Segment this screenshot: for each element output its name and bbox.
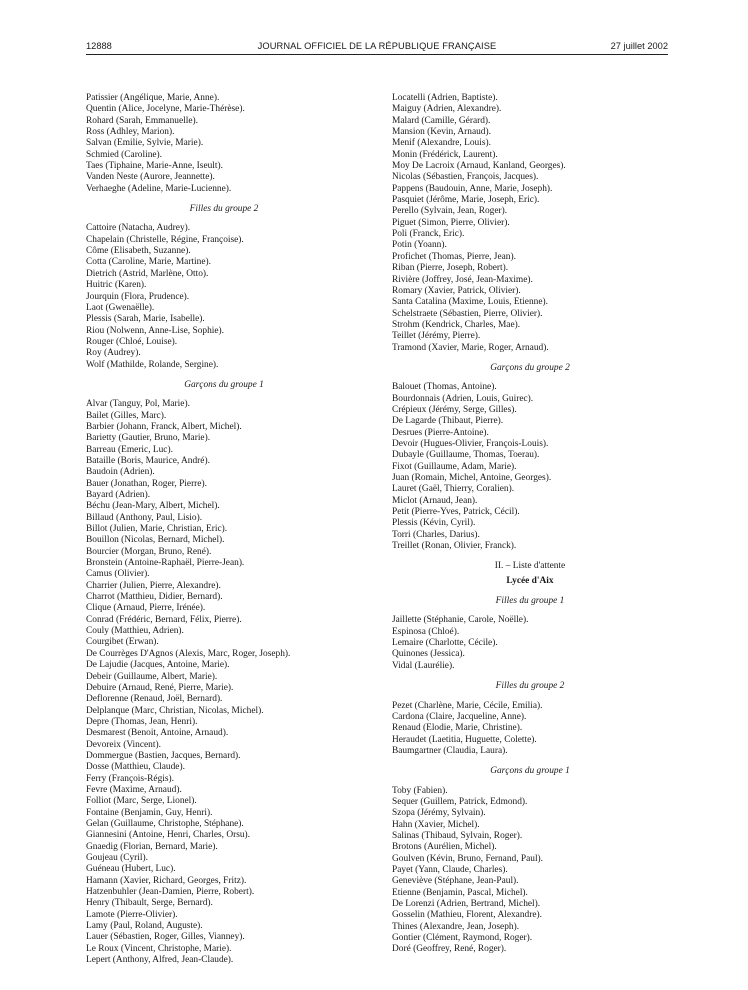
name-entry: Bourcier (Morgan, Bruno, René). bbox=[86, 546, 212, 557]
name-entry: Mansion (Kevin, Arnaud). bbox=[392, 127, 491, 138]
group-heading: Garçons du groupe 2 bbox=[490, 362, 570, 373]
name-entry: Courgibet (Erwan). bbox=[86, 637, 159, 648]
name-entry: Charrot (Matthieu, Didier, Bernard). bbox=[86, 592, 223, 603]
name-entry: Devoreix (Vincent). bbox=[86, 739, 161, 750]
name-entry: Plessis (Kévin, Cyril). bbox=[392, 518, 476, 529]
name-entry: Dosse (Matthieu, Claude). bbox=[86, 762, 185, 773]
name-entry: Torri (Charles, Darius). bbox=[392, 529, 480, 540]
publication-date: 27 juillet 2002 bbox=[610, 41, 668, 51]
name-entry: Doré (Geoffrey, René, Roger). bbox=[392, 944, 507, 955]
name-entry: Szopa (Jérémy, Sylvain). bbox=[392, 808, 486, 819]
name-entry: Folliot (Marc, Serge, Lionel). bbox=[86, 796, 197, 807]
name-entry: Baumgartner (Claudia, Laura). bbox=[392, 745, 508, 756]
name-entry: Salvan (Emilie, Sylvie, Marie). bbox=[86, 138, 204, 149]
name-entry: Profichet (Thomas, Pierre, Jean). bbox=[392, 251, 516, 262]
name-entry: Goulven (Kévin, Bruno, Fernand, Paul). bbox=[392, 853, 544, 864]
group-heading: Garçons du groupe 1 bbox=[490, 766, 570, 777]
name-entry: Bailet (Gilles, Marc). bbox=[86, 410, 167, 421]
name-entry: Rivière (Joffrey, José, Jean-Maxime). bbox=[392, 274, 533, 285]
name-entry: Billaud (Anthony, Paul, Lisio). bbox=[86, 512, 203, 523]
name-entry: Deflorenne (Renaud, Joël, Bernard). bbox=[86, 694, 223, 705]
name-entry: Roy (Audrey). bbox=[86, 348, 141, 359]
name-entry: Schmied (Caroline). bbox=[86, 149, 163, 160]
name-entry: Treillet (Ronan, Olivier, Franck). bbox=[392, 541, 517, 552]
name-entry: Dommergue (Bastien, Jacques, Bernard). bbox=[86, 750, 241, 761]
name-entry: Charrier (Julien, Pierre, Alexandre). bbox=[86, 580, 221, 591]
name-entry: Lamote (Pierre-Olivier). bbox=[86, 909, 178, 920]
name-entry: Bataille (Boris, Maurice, André). bbox=[86, 455, 210, 466]
name-entry: Espinosa (Chloé). bbox=[392, 626, 460, 637]
name-entry: Perello (Sylvain, Jean, Roger). bbox=[392, 206, 508, 217]
name-entry: Etienne (Benjamin, Pascal, Michel). bbox=[392, 887, 528, 898]
name-entry: Giannesini (Antoine, Henri, Charles, Orsu). bbox=[86, 830, 251, 841]
name-entry: Depre (Thomas, Jean, Henri). bbox=[86, 716, 198, 727]
name-entry: De Lorenzi (Adrien, Bertrand, Michel). bbox=[392, 899, 541, 909]
name-entry: Balouet (Thomas, Antoine). bbox=[392, 382, 497, 393]
name-entry: Vidal (Laurélie). bbox=[392, 660, 455, 671]
name-entry: Conrad (Frédéric, Bernard, Félix, Pierre). bbox=[86, 614, 242, 625]
name-entry: Vanden Neste (Aurore, Jeannette). bbox=[86, 172, 215, 183]
left-column bbox=[86, 93, 362, 966]
name-entry: Crépieux (Jérémy, Serge, Gilles). bbox=[392, 404, 517, 415]
name-entry: Brotons (Aurélien, Michel). bbox=[392, 842, 497, 853]
name-entry: Poli (Franck, Eric). bbox=[392, 229, 465, 240]
name-entry: Desmarest (Benoit, Antoine, Arnaud). bbox=[86, 728, 229, 739]
name-entry: Alvar (Tanguy, Pol, Marie). bbox=[86, 399, 190, 410]
name-entry: Maiguy (Adrien, Alexandre). bbox=[392, 104, 502, 115]
name-entry: De Lajudie (Jacques, Antoine, Marie). bbox=[86, 660, 230, 671]
name-entry: Hatzenbuhler (Jean-Damien, Pierre, Robert). bbox=[86, 887, 255, 898]
page-number: 12888 bbox=[86, 41, 112, 51]
name-entry: Riban (Pierre, Joseph, Robert). bbox=[392, 263, 509, 274]
name-entry: Lemaire (Charlotte, Cécile). bbox=[392, 638, 498, 649]
name-entry: De Courrèges D'Agnos (Alexis, Marc, Roger, Joseph). bbox=[86, 648, 291, 659]
name-entry: Patissier (Angélique, Marie, Anne). bbox=[86, 93, 220, 103]
name-entry: Debuire (Arnaud, René, Pierre, Marie). bbox=[86, 682, 234, 693]
section-subtitle: II. – Liste d'attente bbox=[494, 561, 566, 572]
name-entry: Cattoire (Natacha, Audrey). bbox=[86, 223, 191, 234]
name-entry: Lamy (Paul, Roland, Auguste). bbox=[86, 921, 203, 932]
name-entry: Piguet (Simon, Pierre, Olivier). bbox=[392, 217, 510, 228]
right-column bbox=[392, 93, 668, 956]
name-entry: Laot (Gwenaëlle). bbox=[86, 302, 155, 313]
name-entry: Thines (Alexandre, Jean, Joseph). bbox=[392, 921, 520, 932]
name-entry: Bayard (Adrien). bbox=[86, 490, 151, 500]
name-entry: Renaud (Elodie, Marie, Christine). bbox=[392, 723, 523, 734]
name-entry: Billot (Julien, Marie, Christian, Eric). bbox=[86, 524, 228, 535]
name-entry: Bauer (Jonathan, Roger, Pierre). bbox=[86, 478, 207, 489]
name-entry: Gnaedig (Florian, Bernard, Marie). bbox=[86, 841, 218, 852]
name-entry: Bourdonnais (Adrien, Louis, Guirec). bbox=[392, 393, 534, 404]
name-entry: Lauret (Gaël, Thierry, Coralien). bbox=[392, 484, 515, 495]
name-entry: Plessis (Sarah, Marie, Isabelle). bbox=[86, 314, 205, 325]
name-entry: Moy De Lacroix (Arnaud, Kanland, Georges). bbox=[392, 161, 566, 172]
name-entry: Delplanque (Marc, Christian, Nicolas, Michel). bbox=[86, 705, 264, 716]
name-entry: Hahn (Xavier, Michel). bbox=[392, 819, 480, 830]
name-entry: Taes (Tiphaine, Marie-Anne, Iseult). bbox=[86, 161, 223, 172]
group-heading: Filles du groupe 2 bbox=[495, 681, 565, 692]
name-entry: De Lagarde (Thibaut, Pierre). bbox=[392, 416, 504, 427]
name-entry: Juan (Romain, Michel, Antoine, Georges). bbox=[392, 473, 552, 483]
name-entry: Huitric (Karen). bbox=[86, 280, 147, 291]
name-entry: Cotta (Caroline, Marie, Martine). bbox=[86, 257, 211, 268]
name-entry: Le Roux (Vincent, Christophe, Marie). bbox=[86, 943, 232, 954]
name-entry: Rouger (Chloé, Louise). bbox=[86, 336, 178, 347]
name-entry: Monin (Frédérick, Laurent). bbox=[392, 149, 498, 160]
name-entry: Pasquiet (Jérôme, Marie, Joseph, Eric). bbox=[392, 195, 540, 206]
school-heading: Lycée d'Aix bbox=[506, 575, 554, 586]
name-entry: Heraudet (Laetitia, Huguette, Colette). bbox=[392, 734, 537, 745]
name-entry: Pezet (Charlène, Marie, Cécile, Emilia). bbox=[392, 700, 543, 711]
name-entry: Locatelli (Adrien, Baptiste). bbox=[392, 93, 498, 103]
name-entry: Riou (Nolwenn, Anne-Lise, Sophie). bbox=[86, 325, 225, 336]
name-entry: Devoir (Hugues-Olivier, François-Louis). bbox=[392, 438, 549, 449]
name-entry: Bouillon (Nicolas, Bernard, Michel). bbox=[86, 535, 225, 546]
name-entry: Romary (Xavier, Patrick, Olivier). bbox=[392, 285, 521, 296]
name-entry: Dietrich (Astrid, Marlène, Otto). bbox=[86, 268, 209, 279]
name-entry: Malard (Camille, Gérard). bbox=[392, 115, 491, 126]
group-heading: Filles du groupe 2 bbox=[189, 204, 259, 215]
name-entry: Fontaine (Benjamin, Guy, Henri). bbox=[86, 807, 213, 818]
name-entry: Ross (Adhley, Marion). bbox=[86, 127, 175, 138]
name-entry: Dubayle (Guillaume, Thomas, Toerau). bbox=[392, 450, 540, 461]
name-entry: Quinones (Jessica). bbox=[392, 649, 465, 660]
name-entry: Jourquin (Flora, Prudence). bbox=[86, 291, 190, 302]
name-entry: Wolf (Mathilde, Rolande, Sergine). bbox=[86, 359, 219, 370]
name-entry: Quentin (Alice, Jocelyne, Marie-Thérèse). bbox=[86, 104, 245, 115]
name-entry: Strohm (Kendrick, Charles, Mae). bbox=[392, 319, 521, 330]
name-entry: Jaillette (Stéphanie, Carole, Noëlle). bbox=[392, 615, 529, 626]
name-entry: Tramond (Xavier, Marie, Roger, Arnaud). bbox=[392, 342, 549, 353]
group-heading: Garçons du groupe 1 bbox=[184, 379, 264, 390]
name-entry: Gontier (Clément, Raymond, Roger). bbox=[392, 933, 533, 944]
name-entry: Fixot (Guillaume, Adam, Marie). bbox=[392, 461, 517, 472]
name-entry: Nicolas (Sébastien, François, Jacques). bbox=[392, 172, 539, 183]
name-entry: Toby (Fabien). bbox=[392, 785, 448, 796]
name-entry: Barreau (Emeric, Luc). bbox=[86, 444, 173, 455]
name-entry: Fevre (Maxime, Arnaud). bbox=[86, 784, 182, 795]
name-entry: Gosselin (Mathieu, Florent, Alexandre). bbox=[392, 910, 542, 921]
name-entry: Gelan (Guillaume, Christophe, Stéphane). bbox=[86, 818, 244, 829]
name-entry: Béchu (Jean-Mary, Albert, Michel). bbox=[86, 501, 220, 512]
name-entry: Pappens (Baudouin, Anne, Marie, Joseph). bbox=[392, 183, 553, 194]
name-entry: Lauer (Sébastien, Roger, Gilles, Vianney). bbox=[86, 932, 245, 943]
name-entry: Hamann (Xavier, Richard, Georges, Fritz). bbox=[86, 875, 247, 886]
name-entry: Baudoin (Adrien). bbox=[86, 467, 155, 478]
name-entry: Goujeau (Cyril). bbox=[86, 853, 148, 863]
name-entry: Santa Catalina (Maxime, Louis, Etienne). bbox=[392, 297, 548, 308]
name-entry: Schelstraete (Sébastien, Pierre, Olivier). bbox=[392, 308, 543, 319]
page-header bbox=[86, 40, 668, 55]
name-entry: Barbier (Johann, Franck, Albert, Michel). bbox=[86, 421, 242, 432]
name-entry: Potin (Yoann). bbox=[392, 240, 447, 251]
name-entry: Henry (Thibault, Serge, Bernard). bbox=[86, 898, 213, 909]
name-entry: Guéneau (Hubert, Luc). bbox=[86, 864, 176, 875]
name-entry: Bronstein (Antoine-Raphaël, Pierre-Jean). bbox=[86, 558, 245, 569]
name-entry: Ferry (François-Régis). bbox=[86, 773, 175, 784]
name-entry: Verhaeghe (Adeline, Marie-Lucienne). bbox=[86, 183, 232, 194]
name-entry: Rohard (Sarah, Emmanuelle). bbox=[86, 115, 198, 126]
name-entry: Menif (Alexandre, Louis). bbox=[392, 138, 491, 149]
name-entry: Payet (Yann, Claude, Charles). bbox=[392, 864, 508, 875]
name-entry: Geneviève (Stéphane, Jean-Paul). bbox=[392, 876, 519, 887]
name-entry: Petit (Pierre-Yves, Patrick, Cécil). bbox=[392, 507, 520, 518]
name-entry: Clique (Arnaud, Pierre, Irénée). bbox=[86, 603, 206, 614]
name-entry: Debeir (Guillaume, Albert, Marie). bbox=[86, 671, 218, 682]
name-entry: Miclot (Arnaud, Jean). bbox=[392, 495, 478, 506]
name-entry: Couly (Matthieu, Adrien). bbox=[86, 626, 184, 637]
name-entry: Sequer (Guillem, Patrick, Edmond). bbox=[392, 796, 528, 807]
journal-title: JOURNAL OFFICIEL DE LA RÉPUBLIQUE FRANÇAISE bbox=[257, 41, 497, 51]
name-entry: Desrues (Pierre-Antoine). bbox=[392, 427, 489, 438]
group-heading: Filles du groupe 1 bbox=[495, 596, 565, 607]
name-entry: Cardona (Claire, Jacqueline, Anne). bbox=[392, 711, 527, 722]
name-entry: Lepert (Anthony, Alfred, Jean-Claude). bbox=[86, 955, 234, 966]
name-entry: Barietty (Gautier, Bruno, Marie). bbox=[86, 433, 211, 444]
name-entry: Salinas (Thibaud, Sylvain, Roger). bbox=[392, 830, 523, 841]
name-entry: Côme (Elisabeth, Suzanne). bbox=[86, 246, 191, 257]
name-entry: Chapelain (Christelle, Régine, Françoise). bbox=[86, 234, 244, 245]
name-entry: Teillet (Jérémy, Pierre). bbox=[392, 331, 481, 342]
name-entry: Camus (Olivier). bbox=[86, 569, 150, 580]
